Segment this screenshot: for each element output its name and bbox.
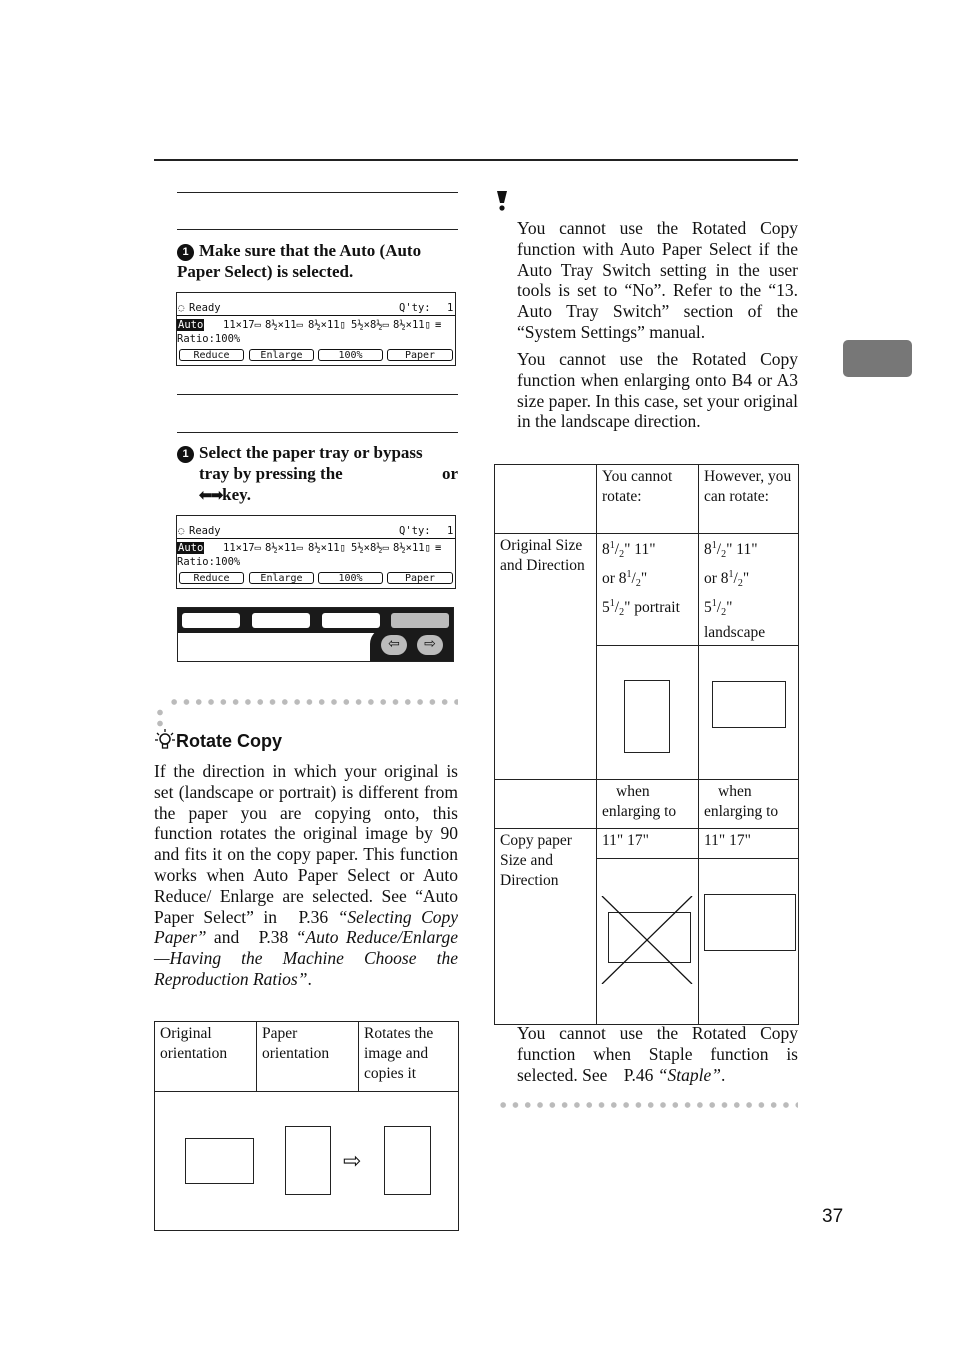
- table-header: You cannot rotate:: [597, 465, 699, 534]
- reduce-button[interactable]: Reduce: [179, 572, 244, 584]
- control-panel-illustration: [177, 607, 454, 662]
- note-3: [517, 1023, 798, 1085]
- left-arrow-key-icon[interactable]: ⇦: [381, 635, 407, 655]
- lcd-tray[interactable]: 11×17▭: [223, 542, 261, 554]
- lcd-tray[interactable]: 11×17▭: [223, 319, 261, 331]
- rotate-ok-illustration: [699, 859, 799, 1025]
- lcd-tray[interactable]: 5½×8½▭: [351, 319, 389, 331]
- table-header: Paper orientation: [257, 1022, 359, 1092]
- step-number: 1: [177, 446, 194, 463]
- page-ref-link[interactable]: P.38: [258, 927, 289, 948]
- lcd-tray[interactable]: 8½×11▭: [265, 319, 303, 331]
- body-text: .: [307, 968, 312, 989]
- lcd-status: Ready: [189, 302, 221, 314]
- table-header: However, you can rotate:: [699, 465, 799, 534]
- enlarge-button[interactable]: Enlarge: [249, 349, 314, 361]
- panel-key[interactable]: [252, 613, 310, 628]
- heading-text: Rotate Copy: [176, 731, 283, 751]
- rotation-table: [494, 464, 799, 1025]
- lcd-tray[interactable]: 8½×11▯: [308, 542, 346, 554]
- row-label: Original Size and Direction: [495, 534, 597, 780]
- lcd-ratio: Ratio:100%: [177, 556, 241, 568]
- copy-paper-size: 11" 17": [597, 829, 699, 859]
- lcd-qty-value: 1: [447, 302, 454, 314]
- lcd-qty-label: Q'ty:: [399, 302, 431, 314]
- section-rule: [177, 432, 458, 433]
- lcd-auto[interactable]: Auto: [178, 542, 204, 554]
- table-header: Rotates the image and copies it: [359, 1022, 459, 1092]
- step-text: or: [441, 464, 458, 483]
- step-number: 1: [177, 244, 194, 261]
- dotted-separator-corner: [154, 707, 166, 729]
- can-rotate-size: $8^1/_2$" 11" or $8^1/_2$" $5^1/_2$" landscape: [699, 534, 799, 646]
- cannot-rotate-size: $8^1/_2$" 11" or $8^1/_2$" $5^1/_2$" portrait: [597, 534, 699, 646]
- orientation-illustration: [155, 1092, 459, 1231]
- dotted-separator: [497, 1102, 798, 1108]
- body-text: If the direction in which your original is set (landscape or portrait) is different from the paper you are copying onto, this function rotates the original image by 90 and fits it on the copy paper. This function works when Auto Paper Select or Auto Reduce/ Enlarge are selected. See “Auto Paper Select” in: [154, 761, 458, 927]
- step-1: [177, 240, 458, 282]
- chapter-tab: [843, 340, 912, 377]
- lcd-auto[interactable]: Auto: [178, 319, 204, 331]
- paper-button[interactable]: Paper: [387, 349, 453, 361]
- section-rule: [177, 394, 458, 395]
- panel-key[interactable]: [391, 613, 449, 628]
- ref-title[interactable]: “Staple”: [657, 1064, 722, 1085]
- lcd-panel: [176, 515, 456, 589]
- page-ref-link[interactable]: P.36: [298, 906, 329, 927]
- body-text: and: [213, 927, 240, 948]
- paper-button[interactable]: Paper: [387, 572, 453, 584]
- no-rotate-illustration: [597, 859, 699, 1025]
- step-2: [177, 442, 458, 507]
- page-number: 37: [822, 1206, 844, 1227]
- table-header: Original orientation: [155, 1022, 257, 1092]
- lightbulb-icon: [154, 728, 176, 752]
- enlarge-note: when enlarging to: [699, 780, 799, 829]
- rotate-copy-body: [154, 761, 458, 990]
- row-label: Copy paper Size and Direction: [495, 829, 597, 1025]
- lcd-tray[interactable]: 8½×11▭: [265, 542, 303, 554]
- ref-title[interactable]: “Selecting Copy Paper”: [154, 906, 459, 948]
- page-ref-link[interactable]: P.46: [623, 1064, 654, 1085]
- rotate-copy-heading: [154, 728, 282, 753]
- lcd-qty-value: 1: [447, 525, 454, 537]
- orientation-table: [154, 1021, 459, 1231]
- panel-key[interactable]: [322, 613, 380, 628]
- important-icon: [494, 190, 510, 212]
- landscape-original: [185, 1138, 254, 1184]
- lcd-tray[interactable]: 8½×11▯: [393, 319, 431, 331]
- panel-key[interactable]: [182, 613, 240, 628]
- 100-percent-button[interactable]: 100%: [318, 572, 383, 584]
- step-text: key.: [222, 485, 251, 504]
- arrow-keys-icon: ⬅➡: [199, 488, 223, 504]
- section-rule: [177, 229, 458, 230]
- enlarge-button[interactable]: Enlarge: [249, 572, 314, 584]
- lcd-tray[interactable]: 5½×8½▭: [351, 542, 389, 554]
- header-rule: [154, 159, 798, 161]
- body-text: .: [721, 1064, 726, 1085]
- portrait-paper: [285, 1126, 331, 1195]
- ref-title[interactable]: “Auto Reduce/Enlarge—Having the Machine Choose the Reproduction Ratios”: [154, 927, 459, 989]
- ready-icon: ◌: [178, 302, 185, 314]
- section-rule: [177, 192, 458, 193]
- bypass-icon: ≡: [435, 542, 442, 554]
- step-text: Select the paper tray or bypass: [199, 443, 423, 462]
- enlarge-note: when enlarging to: [597, 780, 699, 829]
- bypass-icon: ≡: [435, 319, 442, 331]
- note-1: You cannot use the Rotated Copy function with Auto Paper Select if the Auto Tray Switch setting in the user tools is set to “No”. Refer to the “13. Auto Tray Switch” section of the “System Settings” manual.: [517, 218, 798, 342]
- lcd-status: Ready: [189, 525, 221, 537]
- lcd-qty-label: Q'ty:: [399, 525, 431, 537]
- reduce-button[interactable]: Reduce: [179, 349, 244, 361]
- lcd-tray[interactable]: 8½×11▯: [308, 319, 346, 331]
- 100-percent-button[interactable]: 100%: [318, 349, 383, 361]
- dotted-separator: [168, 699, 458, 705]
- step-text: Make sure that the Auto (Auto Paper Select) is selected.: [177, 241, 422, 281]
- lcd-panel: [176, 292, 456, 366]
- lcd-tray[interactable]: 8½×11▯: [393, 542, 431, 554]
- portrait-original-illustration: [597, 646, 699, 780]
- rotated-copy: [384, 1126, 431, 1195]
- landscape-original-illustration: [699, 646, 799, 780]
- arrow-icon: ⇨: [343, 1148, 362, 1173]
- copy-paper-size: 11" 17": [699, 829, 799, 859]
- note-2: You cannot use the Rotated Copy function when enlarging onto B4 or A3 size paper. In this case, set your original in the landscape direction.: [517, 349, 798, 432]
- lcd-ratio: Ratio:100%: [177, 333, 241, 345]
- body-text: You cannot use the Rotated Copy function when Staple function is selected. See: [517, 1023, 798, 1085]
- step-text: tray by pressing the: [199, 464, 343, 483]
- right-arrow-key-icon[interactable]: ⇨: [417, 635, 443, 655]
- ready-icon: ◌: [178, 525, 185, 537]
